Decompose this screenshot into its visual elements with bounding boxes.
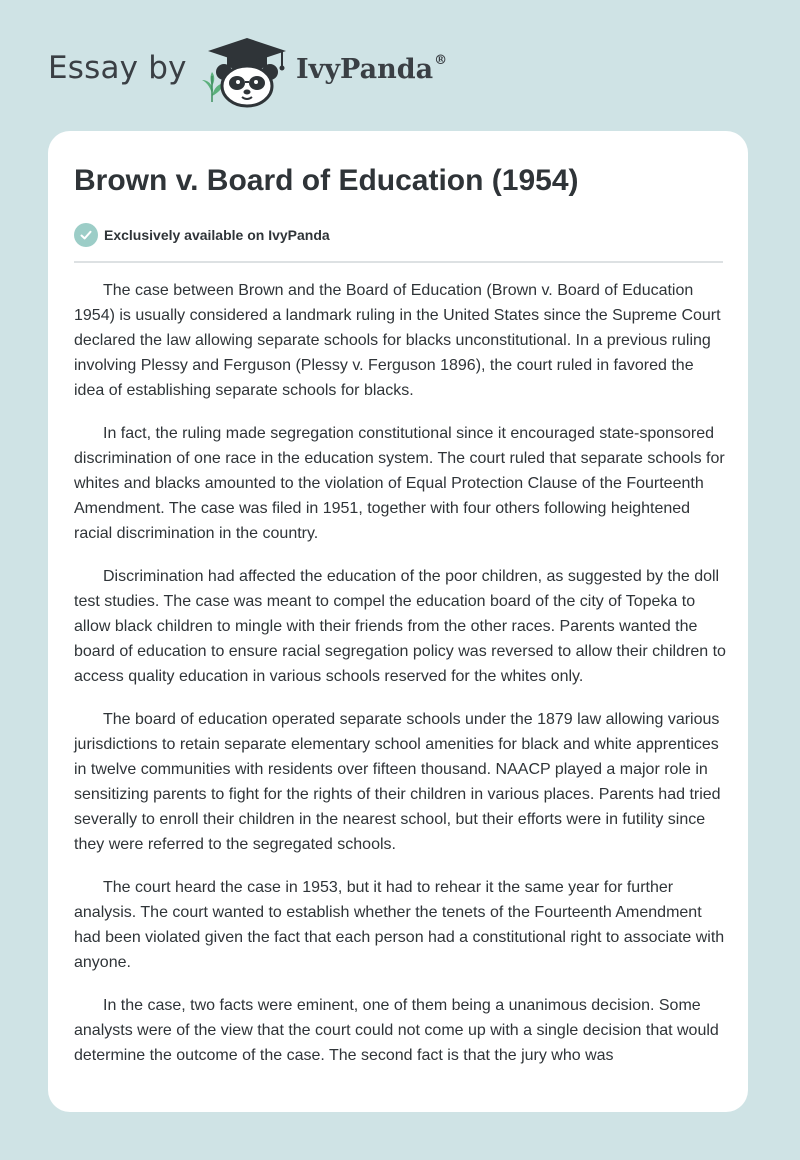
brand-label: IvyPanda: [296, 54, 434, 85]
essay-paragraph: In fact, the ruling made segregation constitutional since it encouraged state-sponsored discrimination of one race in the education system. The court ruled that separate schools for whites and blacks amounted to the violation of Equal Protection Clause of the Fourteenth Amendment. The case was filed in 1951, together with four others following heightened racial discrimination in the country.: [74, 425, 725, 542]
essay-body: [74, 278, 726, 1086]
registered-mark: ®: [434, 53, 448, 68]
essay-by-label: Essay by: [48, 50, 187, 86]
site-header: [0, 0, 800, 130]
essay-paragraph: In the case, two facts were eminent, one of them being a unanimous decision. Some analysts were of the view that the court could not come up with a single decision that would determine the outcome of the case. The second fact is that the jury who was: [74, 997, 719, 1064]
brand-name[interactable]: [296, 54, 447, 85]
panda-graduate-logo[interactable]: [200, 36, 294, 108]
essay-paragraph: The court heard the case in 1953, but it had to rehear it the same year for further analysis. The court wanted to establish whether the tenets of the Fourteenth Amendment had been violated given the fact that each person had a constitutional right to associate with anyone.: [74, 879, 725, 971]
exclusive-badge-text: Exclusively available on IvyPanda: [104, 227, 330, 243]
essay-paragraph: The board of education operated separate schools under the 1879 law allowing various jurisdictions to retain separate elementary school amenities for black and white apprentices in twelve communities with residents over fifteen thousand. NAACP played a major role in sensitizing parents to fight for the rights of their children in various places. Parents had tried severally to enroll their children in the nearest school, but their efforts were in futility since they were referred to the segregated schools.: [74, 711, 721, 853]
essay-paragraph: The case between Brown and the Board of Education (Brown v. Board of Education 1954) is usually considered a landmark ruling in the United States since the Supreme Court declared the law allowing separate schools for blacks unconstitutional. In a previous ruling involving Plessy and Ferguson (Plessy v. Ferguson 1896), the court ruled in favored the idea of establishing separate schools for blacks.: [74, 282, 721, 399]
exclusive-badge: [74, 223, 330, 247]
check-circle-icon: [74, 223, 98, 247]
essay-paragraph: Discrimination had affected the education of the poor children, as suggested by the doll test studies. The case was meant to compel the education board of the city of Topeka to allow black children to mingle with their friends from the other races. Parents wanted the board of education to ensure racial segregation policy was reversed to allow their children to access quality education in various schools reserved for the whites only.: [74, 568, 726, 685]
essay-card: [48, 131, 748, 1112]
essay-title: Brown v. Board of Education (1954): [74, 164, 579, 197]
title-divider: [74, 261, 723, 263]
